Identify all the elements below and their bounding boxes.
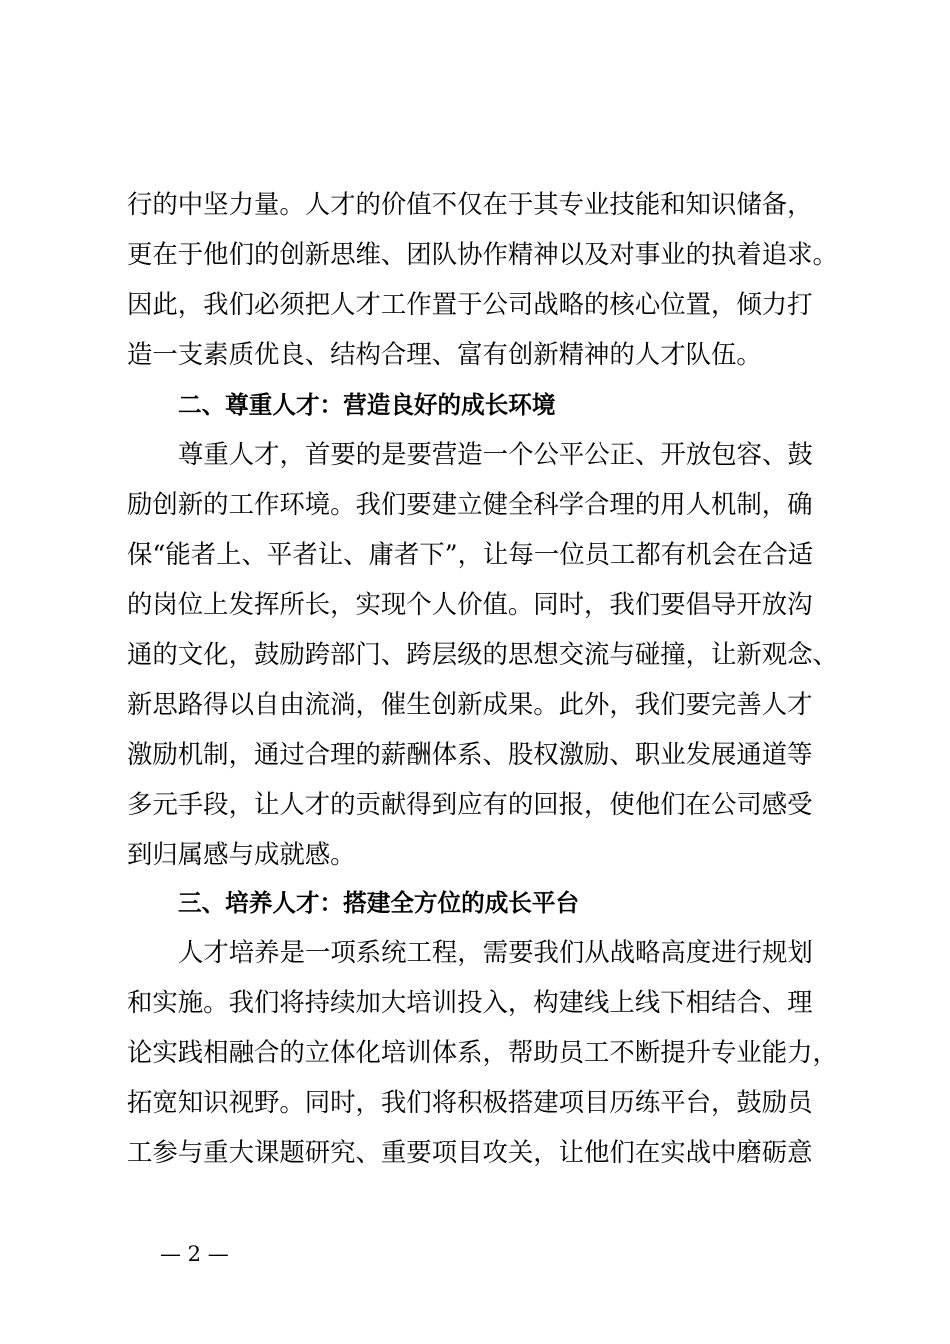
body-line: 通的文化，鼓励跨部门、跨层级的思想交流与碰撞，让新观念、 [127, 639, 838, 669]
section-heading: 三、培养人才：搭建全方位的成长平台 [178, 889, 580, 917]
section-heading: 二、尊重人才：营造良好的成长环境 [178, 391, 556, 419]
body-line: 激励机制，通过合理的薪酬体系、股权激励、职业发展通道等 [127, 739, 813, 769]
body-line: 尊重人才，首要的是要营造一个公平公正、开放包容、鼓 [178, 439, 813, 469]
body-line: 更在于他们的创新思维、团队协作精神以及对事业的执着追求。 [127, 239, 838, 269]
body-line: 人才培养是一项系统工程，需要我们从战略高度进行规划 [178, 937, 813, 967]
body-line: 到归属感与成就感。 [127, 839, 356, 869]
body-line: 行的中坚力量。人才的价值不仅在于其专业技能和知识储备， [127, 189, 813, 219]
body-line: 新思路得以自由流淌，催生创新成果。此外，我们要完善人才 [127, 689, 813, 719]
body-line: 造一支素质优良、结构合理、富有创新精神的人才队伍。 [127, 339, 762, 369]
body-line: 论实践相融合的立体化培训体系，帮助员工不断提升专业能力， [127, 1037, 838, 1067]
body-line: 保“能者上、平者让、庸者下”，让每一位员工都有机会在合适 [127, 539, 814, 569]
page-number: — 2 — [160, 1242, 229, 1266]
body-line: 励创新的工作环境。我们要建立健全科学合理的用人机制，确 [127, 489, 813, 519]
body-line: 工参与重大课题研究、重要项目攻关，让他们在实战中磨砺意 [127, 1137, 813, 1167]
body-line: 的岗位上发挥所长，实现个人价值。同时，我们要倡导开放沟 [127, 589, 813, 619]
body-line: 拓宽知识视野。同时，我们将积极搭建项目历练平台，鼓励员 [127, 1087, 813, 1117]
body-line: 多元手段，让人才的贡献得到应有的回报，使他们在公司感受 [127, 789, 813, 819]
body-line: 因此，我们必须把人才工作置于公司战略的核心位置，倾力打 [127, 289, 813, 319]
body-line: 和实施。我们将持续加大培训投入，构建线上线下相结合、理 [127, 987, 813, 1017]
